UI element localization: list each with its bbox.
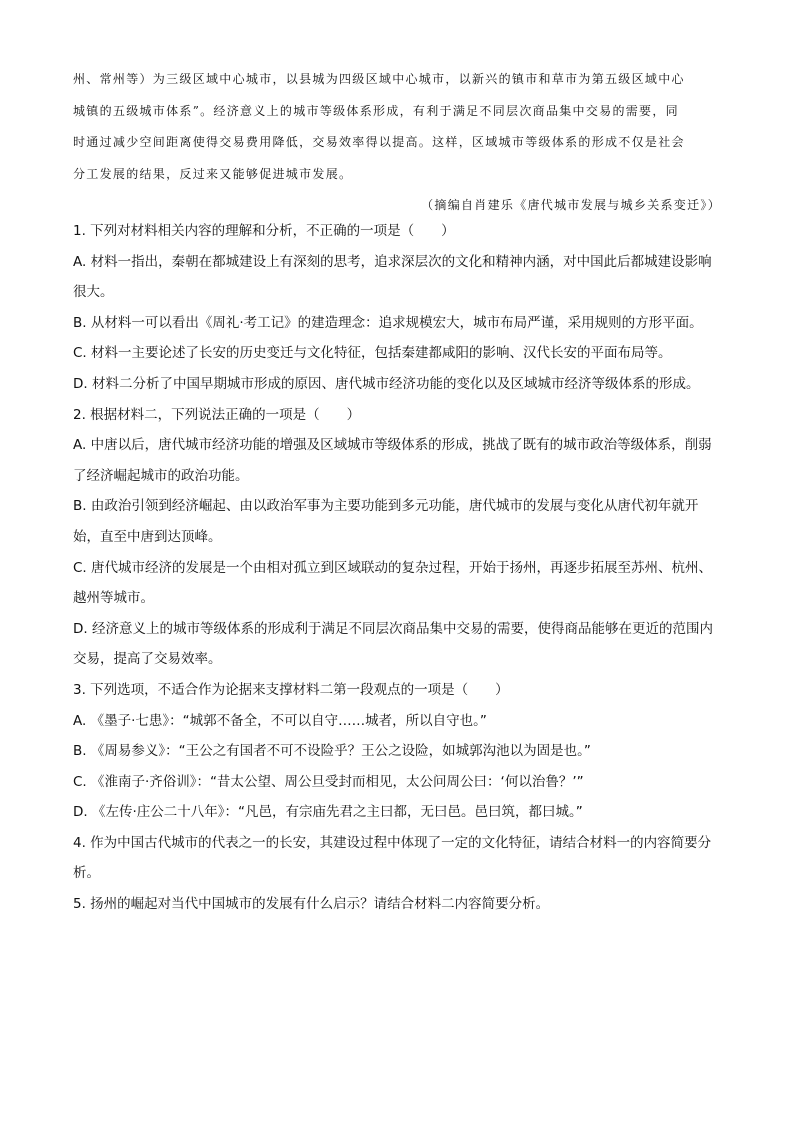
option-c: C. 《淮南子·齐俗训》：“昔太公望、周公旦受封而相见，太公问周公曰：‘何以治鲁？’” xyxy=(73,773,584,790)
question-4 xyxy=(73,828,723,889)
question-5 xyxy=(73,889,723,920)
option-d: D. 材料二分析了中国早期城市形成的原因、唐代城市经济功能的变化以及区域城市经济等级体系的形成。 xyxy=(73,375,700,392)
passage-line: 分工发展的结果，反过来又能够促进城市发展。 xyxy=(73,166,353,181)
option-a: A. 《墨子·七患》：“城郭不备全，不可以自守……城者，所以自守也。” xyxy=(73,712,487,729)
question-stem: 2. 根据材料二，下列说法正确的一项是（ ） xyxy=(73,406,361,423)
passage-line: 城镇的五级城市体系”。经济意义上的城市等级体系形成，有利于满足不同层次商品集中交易的需要，同 xyxy=(73,103,679,118)
question-3 xyxy=(73,675,723,828)
option-c: C. 唐代城市经济的发展是一个由相对孤立到区域联动的复杂过程，开始于扬州，再逐步拓展至苏州、杭州、越州等城市。 xyxy=(73,559,713,607)
question-stem: 4. 作为中国古代城市的代表之一的长安，其建设过程中体现了一定的文化特征，请结合材料一的内容简要分析。 xyxy=(73,834,712,882)
question-1 xyxy=(73,216,723,400)
option-d: D. 经济意义上的城市等级体系的形成利于满足不同层次商品集中交易的需要，使得商品能够在更近的范围内交易，提高了交易效率。 xyxy=(73,620,713,668)
reading-passage xyxy=(73,64,721,222)
question-list xyxy=(73,216,723,920)
option-b: B. 从材料一可以看出《周礼·考工记》的建造理念：追求规模宏大，城市布局严谨，采用规则的方形平面。 xyxy=(73,314,703,331)
passage-line: 时通过减少空间距离使得交易费用降低，交易效率得以提高。这样，区域城市等级体系的形成不仅是社会 xyxy=(73,135,685,149)
question-2 xyxy=(73,400,723,675)
question-stem: 1. 下列对材料相关内容的理解和分析，不正确的一项是（ ） xyxy=(73,223,455,239)
option-b: B. 由政治引领到经济崛起、由以政治军事为主要功能到多元功能，唐代城市的发展与变化从唐代初年就开始，直至中唐到达顶峰。 xyxy=(73,498,699,545)
option-a: A. 中唐以后，唐代城市经济功能的增强及区域城市等级体系的形成，挑战了既有的城市政治等级体系，削弱了经济崛起城市的政治功能。 xyxy=(73,437,712,484)
question-stem: 5. 扬州的崛起对当代中国城市的发展有什么启示？请结合材料二内容简要分析。 xyxy=(73,896,550,913)
option-a: A. 材料一指出，秦朝在都城建设上有深刻的思考，追求深层次的文化和精神内涵，对中国此后都城建设影响很大。 xyxy=(73,253,712,301)
option-c: C. 材料一主要论述了长安的历史变迁与文化特征，包括秦建都咸阳的影响、汉代长安的平面布局等。 xyxy=(73,345,672,362)
passage-line: 州、常州等）为三级区域中心城市，以县城为四级区域中心城市，以新兴的镇市和草市为第五级区域中心 xyxy=(73,72,685,86)
passage-source: （摘编自肖建乐《唐代城市发展与城乡关系变迁》） xyxy=(421,198,721,212)
option-d: D. 《左传·庄公二十八年》：“凡邑，有宗庙先君之主曰都，无曰邑。邑曰筑，都曰城。” xyxy=(73,804,583,821)
question-stem: 3. 下列选项，不适合作为论据来支撑材料二第一段观点的一项是（ ） xyxy=(73,681,509,698)
option-b: B. 《周易参义》：“王公之有国者不可不设险乎？王公之设险，如城郭沟池以为固是也。” xyxy=(73,743,591,760)
